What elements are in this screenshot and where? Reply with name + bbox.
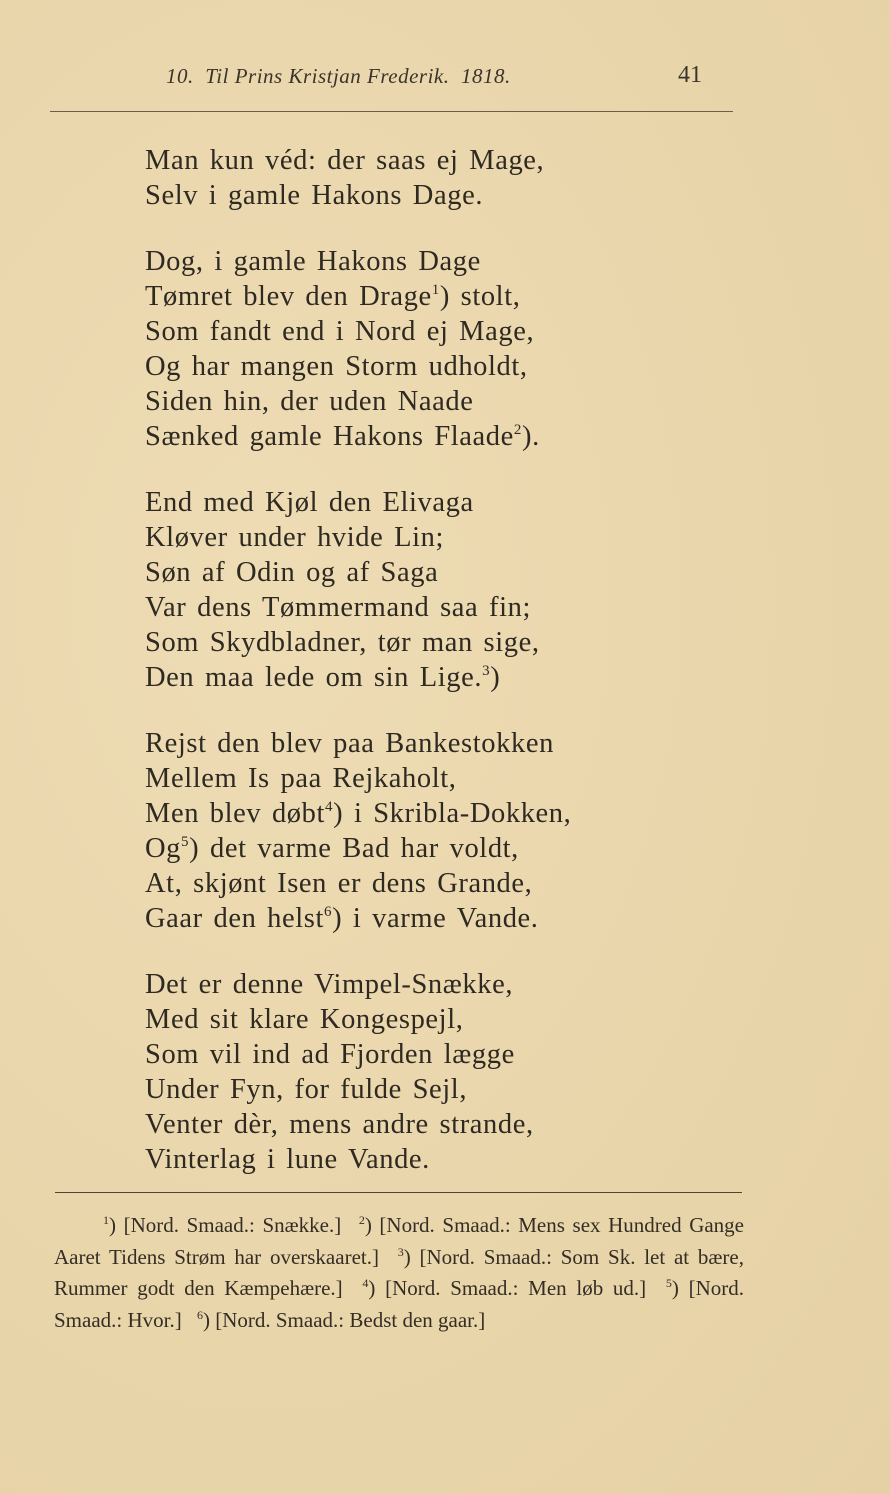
- poem-line: Tømret blev den Drage$^1$) stolt,: [145, 281, 521, 312]
- running-head: [0, 62, 890, 96]
- poem-line: Men blev døbt$^4$) i Skribla-Dokken,: [145, 798, 572, 829]
- header-rule: [50, 111, 733, 112]
- poem-line: Sænked gamle Hakons Flaade$^2$).: [145, 421, 540, 452]
- stanza-4: [145, 726, 765, 936]
- poem-line: Og har mangen Storm udholdt,: [145, 351, 528, 382]
- footnote-5: $^5$) [Nord. Smaad.: Hvor.]: [54, 1276, 744, 1332]
- page-number: 41: [678, 62, 702, 88]
- footnote-6: $^6$) [Nord. Smaad.: Bedst den gaar.]: [196, 1307, 486, 1332]
- poem-line: Rejst den blev paa Bankestokken: [145, 728, 554, 759]
- poem-line: Selv i gamle Hakons Dage.: [145, 180, 484, 211]
- poem-line: Det er denne Vimpel-Snække,: [145, 969, 514, 1000]
- poem-line: Som fandt end i Nord ej Mage,: [145, 316, 535, 347]
- poem-line: Med sit klare Kongespejl,: [145, 1004, 464, 1035]
- footnote-ref[interactable]: 4: [325, 799, 334, 815]
- poem-line: Under Fyn, for fulde Sejl,: [145, 1074, 468, 1105]
- poem-line: Venter dèr, mens andre strande,: [145, 1109, 534, 1140]
- poem-line: Som Skydbladner, tør man sige,: [145, 627, 540, 658]
- poem-line: Kløver under hvide Lin;: [145, 522, 445, 553]
- stanza-1: [145, 143, 765, 213]
- poem-line: Den maa lede om sin Lige.$^3$): [145, 662, 501, 693]
- stanza-2: [145, 244, 765, 454]
- poem-line: Man kun véd: der saas ej Mage,: [145, 145, 545, 176]
- footnotes: [54, 1210, 744, 1336]
- footnote-3: $^3$) [Nord. Smaad.: Som Sk. let at bære, Rummer godt den Kæmpehære.]: [54, 1244, 744, 1300]
- poem-line: Søn af Odin og af Saga: [145, 557, 439, 588]
- footnote-ref[interactable]: 2: [513, 422, 523, 438]
- poem-line: Som vil ind ad Fjorden lægge: [145, 1039, 515, 1070]
- footnote-ref[interactable]: 1: [431, 282, 440, 298]
- footnote-marker: 2: [358, 1213, 365, 1227]
- poem-line: Mellem Is paa Rejkaholt,: [145, 763, 457, 794]
- footnote-marker: 6: [196, 1307, 203, 1322]
- poem-line: At, skjønt Isen er dens Grande,: [145, 868, 533, 899]
- poem-line: Dog, i gamle Hakons Dage: [145, 246, 481, 277]
- footnote-ref[interactable]: 6: [324, 904, 333, 920]
- poem-line: Og$^5$) det varme Bad har voldt,: [145, 833, 519, 864]
- poem-line: Vinterlag i lune Vande.: [145, 1144, 430, 1175]
- stanza-5: [145, 967, 765, 1177]
- poem-line: Siden hin, der uden Naade: [145, 386, 474, 417]
- poem: [145, 143, 765, 1208]
- footnote-marker: 3: [397, 1244, 404, 1259]
- poem-line: Var dens Tømmermand saa fin;: [145, 592, 532, 623]
- footnote-marker: 1: [103, 1213, 109, 1227]
- footnote-ref[interactable]: 5: [181, 834, 190, 850]
- poem-line: Gaar den helst$^6$) i varme Vande.: [145, 903, 539, 934]
- footnote-marker: 4: [362, 1276, 369, 1290]
- footnote-2: $^2$) [Nord. Smaad.: Mens sex Hundred Gange Aaret Tidens Strøm har overskaaret.]: [54, 1213, 745, 1269]
- running-title: 10. Til Prins Kristjan Frederik. 1818.: [166, 64, 511, 88]
- footnote-ref[interactable]: 3: [482, 663, 491, 679]
- footnote-4: $^4$) [Nord. Smaad.: Men løb ud.]: [362, 1276, 647, 1300]
- footnote-1: $^1$) [Nord. Smaad.: Snække.]: [103, 1213, 342, 1237]
- stanza-3: [145, 485, 765, 695]
- footnote-rule: [55, 1192, 742, 1193]
- footnote-marker: 5: [665, 1276, 672, 1290]
- poem-line: End med Kjøl den Elivaga: [145, 487, 474, 518]
